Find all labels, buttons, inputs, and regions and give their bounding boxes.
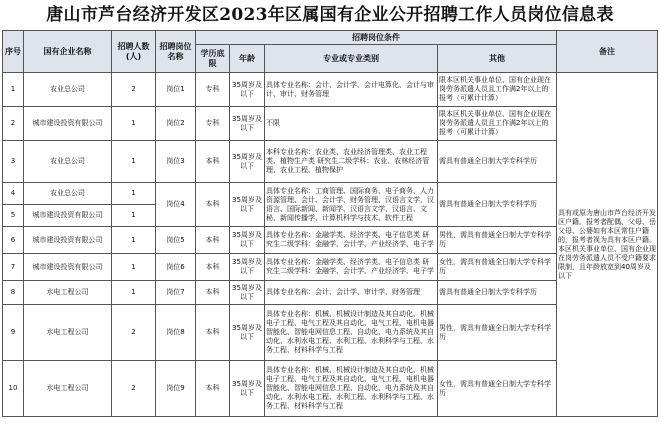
cell-edu: 本科 — [196, 281, 230, 305]
cell-major: 具体专业名称：会计、会计学、审计学、财务管理 — [265, 281, 438, 305]
cell-company: 水电工程公司 — [24, 305, 112, 361]
cell-other: 男性，需具有普通全日制大学专科学历 — [438, 305, 557, 361]
cell-age: 35周岁及以下 — [230, 107, 265, 141]
cell-seq: 8 — [3, 281, 24, 305]
cell-count: 1 — [112, 183, 156, 205]
cell-age: 35周岁及以下 — [230, 281, 265, 305]
cell-major: 具体专业名称：金融学类、经济学类、电子信息类 研究生二级学科：金融学、会计学、产业经济学、电子学 — [265, 254, 438, 281]
cell-other: 女性，需具有普通全日制大学专科学历 — [438, 254, 557, 281]
cell-major: 不限 — [265, 107, 438, 141]
cell-company: 水电工程公司 — [24, 361, 112, 417]
cell-post: 岗位1 — [156, 73, 196, 107]
cell-post: 岗位9 — [156, 361, 196, 417]
cell-seq: 3 — [3, 141, 24, 183]
cell-age: 35周岁及以下 — [230, 254, 265, 281]
cell-count: 1 — [112, 254, 156, 281]
cell-other: 需具有普通全日制大学专科学历 — [438, 141, 557, 183]
cell-age: 35周岁及以下 — [230, 361, 265, 417]
header-count: 招聘人数(人) — [112, 31, 156, 73]
cell-other: 女性，需具有普通全日制大学专科学历 — [438, 361, 557, 417]
cell-count: 1 — [112, 281, 156, 305]
header-remark: 备注 — [557, 31, 658, 73]
cell-seq: 10 — [3, 361, 24, 417]
cell-major: 具体专业名称：机械、机械设计制造及其自动化、机械电子工程、电气工程及其自动化、电气工程、电机电器智能化、智能电网信息工程、自动化、电力系统及其自动化、水利水电工程、水利工程、水利科学与工程、水务工程、材料科学与工程 — [265, 305, 438, 361]
cell-edu: 本科 — [196, 227, 230, 254]
cell-major: 具体专业名称：金融学类、经济学类、电子信息类 研究生二级学科：金融学、会计学、产业经济学、电子学 — [265, 227, 438, 254]
cell-seq: 5 — [3, 205, 24, 227]
cell-age: 35周岁及以下 — [230, 141, 265, 183]
cell-edu: 本科 — [196, 361, 230, 417]
cell-other: 限本区机关事业单位、国有企业现在岗劳务派遣人员且工作满2年以上的报考（可累计计算） — [438, 107, 557, 141]
cell-other: 男性，需具有普通全日制大学专科学历 — [438, 227, 557, 254]
cell-company: 农业总公司 — [24, 183, 112, 205]
cell-seq: 6 — [3, 227, 24, 254]
cell-edu: 专科 — [196, 107, 230, 141]
cell-post: 岗位4 — [156, 183, 196, 227]
cell-edu: 本科 — [196, 141, 230, 183]
cell-edu: 专科 — [196, 73, 230, 107]
cell-count: 1 — [112, 107, 156, 141]
cell-age: 35周岁及以下 — [230, 305, 265, 361]
header-post-name: 招聘岗位名称 — [156, 31, 196, 73]
cell-company: 城市建设投资有限公司 — [24, 107, 112, 141]
cell-post: 岗位5 — [156, 227, 196, 254]
table-row — [3, 73, 658, 107]
cell-company: 城市建设投资有限公司 — [24, 205, 112, 227]
cell-count: 1 — [112, 205, 156, 227]
cell-count: 1 — [112, 227, 156, 254]
cell-age: 35周岁及以下 — [230, 73, 265, 107]
cell-edu: 本科 — [196, 305, 230, 361]
cell-company: 城市建设投资有限公司 — [24, 227, 112, 254]
cell-count: 1 — [112, 141, 156, 183]
cell-count: 2 — [112, 361, 156, 417]
cell-seq: 1 — [3, 73, 24, 107]
cell-seq: 2 — [3, 107, 24, 141]
cell-post: 岗位7 — [156, 281, 196, 305]
cell-count: 2 — [112, 305, 156, 361]
cell-company: 农业总公司 — [24, 73, 112, 107]
cell-post: 岗位3 — [156, 141, 196, 183]
header-other: 其他 — [438, 45, 557, 73]
header-age: 年龄 — [230, 45, 265, 73]
header-seq: 序号 — [3, 31, 24, 73]
cell-age: 35周岁及以下 — [230, 227, 265, 254]
cell-other: 需具有普通全日制大学专科学历 — [438, 183, 557, 227]
cell-post: 岗位6 — [156, 254, 196, 281]
cell-major: 具体专业名称：工商管理、国际商务、电子商务、人力资源管理、会计、会计学、财务管理、汉语言文学、汉语言、国际新闻、新闻学、汉语言文学、汉语言、文秘、新闻传播学、计算机科学与技术、软件工程 — [265, 183, 438, 227]
cell-other: 需具有普通全日制大学专科学历 — [438, 281, 557, 305]
header-conditions: 招聘岗位条件 — [196, 31, 557, 45]
cell-age: 35周岁及以下 — [230, 183, 265, 227]
cell-seq: 4 — [3, 183, 24, 205]
cell-post: 岗位8 — [156, 305, 196, 361]
header-company: 国有企业名称 — [24, 31, 112, 73]
job-table — [2, 30, 658, 417]
cell-company: 水电工程公司 — [24, 281, 112, 305]
cell-seq: 7 — [3, 254, 24, 281]
cell-company: 农业总公司 — [24, 141, 112, 183]
cell-post: 岗位2 — [156, 107, 196, 141]
cell-major: 具体专业名称：会计、会计学、会计电算化、会计与审计、审计、财务管理 — [265, 73, 438, 107]
page-title: 唐山市芦台经济开发区2023年区属国有企业公开招聘工作人员岗位信息表 — [46, 5, 614, 25]
cell-edu: 本科 — [196, 254, 230, 281]
header-major: 专业或专业类别 — [265, 45, 438, 73]
remark-cell: 具有或原为唐山市芦台经济开发区户籍。报考者配偶、父母、岳父母、公婆如有本区常住户籍的，报考者视为具有本区户籍。本区机关事业单位、国有企业现在岗劳务派遣人员不受户籍要求限制，且年龄放宽到40周岁及以下 — [557, 73, 658, 417]
cell-major: 本科专业名称：农业类、农业经济管理类、农业工程类、植物生产类 研究生二级学科：农业、农林经济管理、农业工程、植物保护 — [265, 141, 438, 183]
cell-seq: 9 — [3, 305, 24, 361]
cell-other: 限本区机关事业单位、国有企业现在岗劳务派遣人员且工作满2年以上的报考（可累计计算） — [438, 73, 557, 107]
cell-company: 城市建设投资有限公司 — [24, 254, 112, 281]
cell-edu: 本科 — [196, 183, 230, 227]
cell-major: 具体专业名称：机械、机械设计制造及其自动化、机械电子工程、电气工程及其自动化、电气工程、电机电器智能化、智能电网信息工程、自动化、电力系统及其自动化、水利水电工程、水利工程、水利科学与工程、水务工程、材料科学与工程 — [265, 361, 438, 417]
cell-count: 2 — [112, 73, 156, 107]
header-education: 学历底限 — [196, 45, 230, 73]
